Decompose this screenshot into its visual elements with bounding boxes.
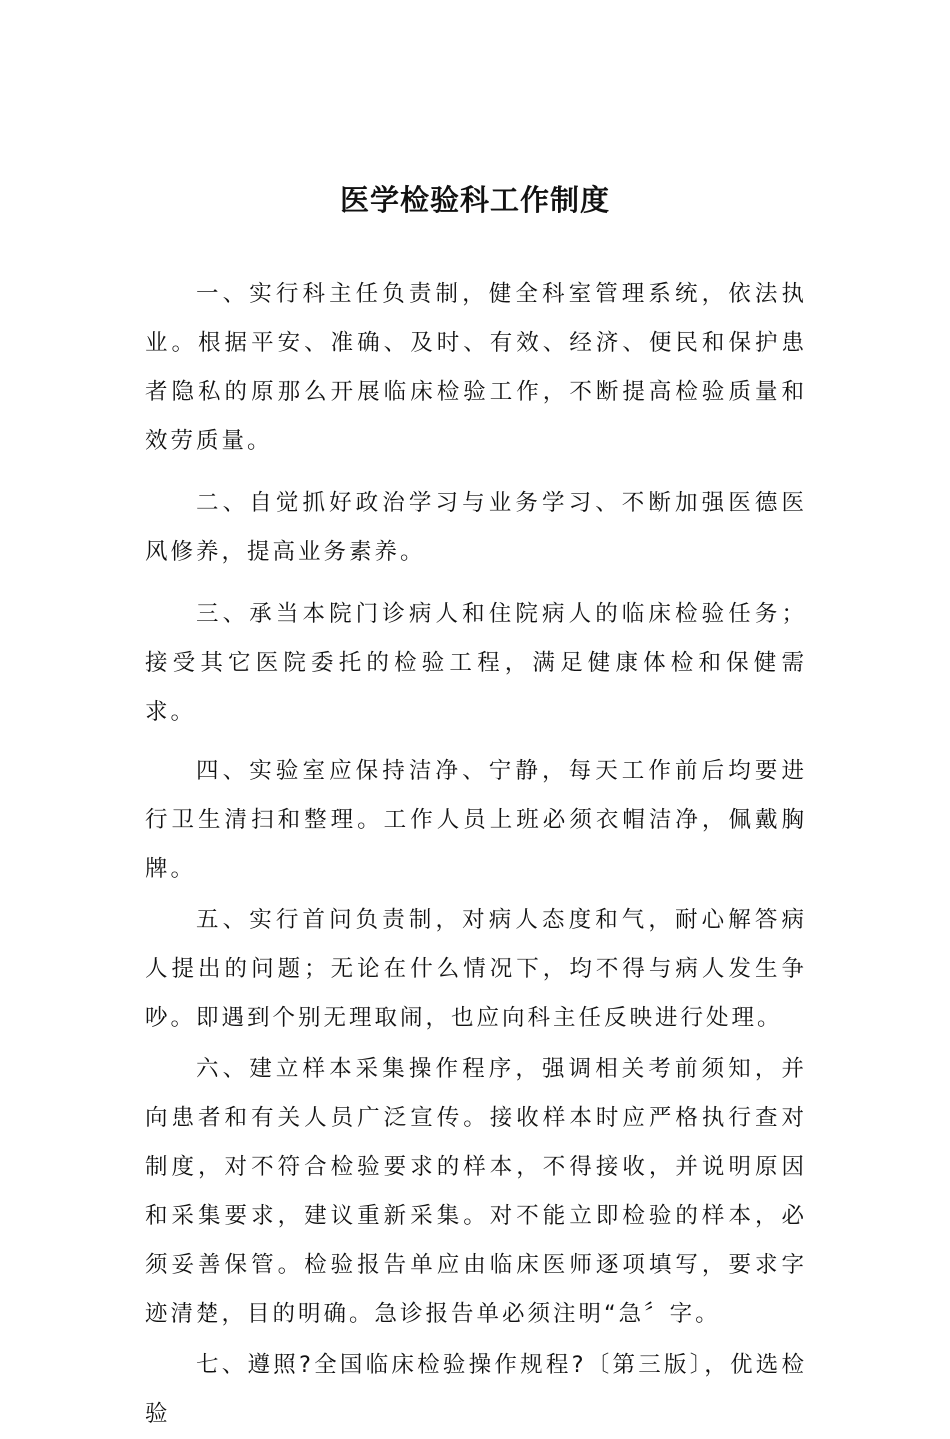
paragraph-6: 六、建立样本采集操作程序，强调相关考前须知，并向患者和有关人员广泛宣传。接收样本时应严格执行查对制度，对不符合检验要求的样本，不得接收，并说明原因和采集要求，建议重新采集。对不能立即检验的样本，必须妥善保管。检验报告单应由临床医师逐项填写，要求字迹清楚，目的明确。急诊报告单必须注明“急〞字。 bbox=[145, 1056, 807, 1327]
paragraph-5: 五、实行首问负责制，对病人态度和气，耐心解答病人提出的问题；无论在什么情况下，均不得与病人发生争吵。即遇到个别无理取闹，也应向科主任反映进行处理。 bbox=[145, 907, 807, 1031]
paragraph-4: 四、实验室应保持洁净、宁静，每天工作前后均要进行卫生清扫和整理。工作人员上班必须衣帽洁净，佩戴胸牌。 bbox=[145, 758, 807, 882]
paragraph-2: 二、自觉抓好政治学习与业务学习、不断加强医德医风修养，提高业务素养。 bbox=[145, 490, 807, 565]
document-body bbox=[145, 270, 807, 1439]
paragraph-1: 一、实行科主任负责制，健全科室管理系统，依法执业。根据平安、准确、及时、有效、经济、便民和保护患者隐私的原那么开展临床检验工作，不断提高检验质量和效劳质量。 bbox=[145, 281, 807, 454]
document-title: 医学检验科工作制度 bbox=[339, 183, 610, 217]
paragraph-7: 七、遵照?全国临床检验操作规程?〔第三版〕，优选检验 bbox=[145, 1352, 807, 1427]
paragraph-3: 三、承当本院门诊病人和住院病人的临床检验任务；接受其它医院委托的检验工程，满足健康体检和保健需求。 bbox=[145, 601, 807, 725]
